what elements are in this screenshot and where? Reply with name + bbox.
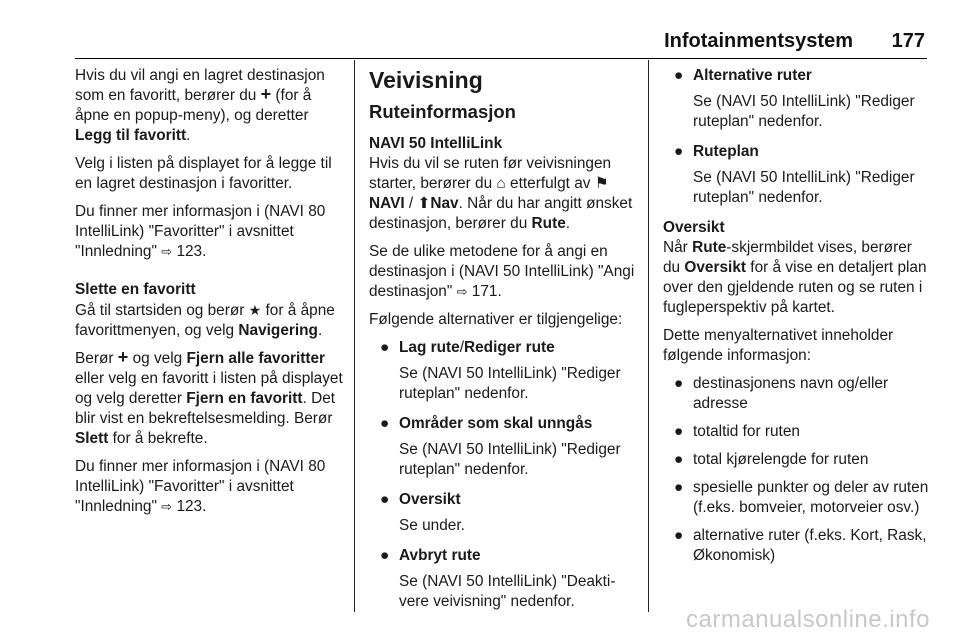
paragraph: Berør + og velg Fjern alle favoritter eller velg en favoritt i listen på displayet og velg deretter Fjern en favoritt. Det blir vist en bekreftelsesmelding. Berør Slett for å bekrefte. (75, 347, 343, 447)
column-divider (354, 60, 355, 612)
bullet-icon: ● (674, 451, 684, 468)
menu-term: Slett (75, 430, 109, 447)
bullet-icon: ● (380, 339, 390, 356)
plus-icon: + (260, 84, 272, 104)
bullet-icon: ● (674, 67, 684, 84)
paragraph: Gå til startsiden og berør ★ for å åpne favorittmenyen, og velg Navigering. (75, 302, 335, 339)
model-label: NAVI 50 IntelliLink (369, 135, 503, 152)
section-heading: Veivisning (369, 67, 483, 93)
menu-term: Navigering (238, 322, 318, 339)
column-middle (369, 66, 637, 622)
page-number: 177 (891, 30, 925, 52)
navigation-arrow-icon: ⬆ (417, 195, 431, 212)
list-item: ● alternative ruter (f.eks. Kort, Rask, Økonomisk) (674, 527, 927, 564)
column-right (663, 66, 931, 574)
list-item: ● Oversikt Se under. (380, 491, 465, 534)
list-item: ● Områder som skal unngås Se (NAVI 50 IntelliLink) "Rediger ruteplan" nedenfor. (380, 415, 621, 478)
bullet-icon: ● (674, 423, 684, 440)
section-title: Infotainmentsystem (664, 30, 853, 52)
watermark: carmanualsonline.info (686, 606, 930, 633)
paragraph: Dette menyalternativet inneholder følgende informasjon: (663, 327, 894, 364)
list-item: ● total kjørelengde for ruten (674, 451, 869, 468)
paragraph: Hvis du vil angi en lagret destinasjon som en favoritt, berører du + (for å åpne en popup-meny), og deretter Legg til favoritt. (75, 67, 325, 144)
list-item: ● Ruteplan Se (NAVI 50 IntelliLink) "Rediger ruteplan" nedenfor. (674, 143, 915, 206)
flag-icon: ⚑ (594, 175, 609, 192)
column-left (75, 66, 345, 525)
star-icon: ★ (248, 302, 262, 318)
list-item: ● totaltid for ruten (674, 423, 800, 440)
list-item: ● destinasjonens navn og/eller adresse (674, 375, 889, 412)
paragraph: Følgende alternativer er tilgjengelige: (369, 311, 623, 328)
paragraph: Hvis du vil se ruten før veivisningen starter, berører du ⌂ etterfulgt av ⚑NAVI / ⬆Nav. Når du har angitt ønsket destinasjon, berører du Rute. (369, 155, 633, 232)
paragraph: Du finner mer informasjon i (NAVI 80 IntelliLink) "Favoritter" i avsnittet "Innledning" ⇨ 123. (75, 203, 326, 260)
list-item: ● spesielle punkter og deler av ruten (f.eks. bomveier, motorveier osv.) (674, 479, 929, 516)
bullet-icon: ● (380, 415, 390, 432)
page-reference-icon: ⇨ (456, 284, 468, 299)
bullet-icon: ● (674, 527, 684, 544)
list-item: ● Lag rute/Rediger rute Se (NAVI 50 IntelliLink) "Rediger ruteplan" nedenfor. (380, 339, 621, 402)
bullet-icon: ● (674, 479, 684, 496)
bullet-icon: ● (380, 547, 390, 564)
subheading: Slette en favoritt (75, 281, 196, 298)
list-item: ● Alternative ruter Se (NAVI 50 IntelliLink) "Rediger ruteplan" nedenfor. (674, 67, 915, 130)
plus-icon: + (117, 347, 129, 367)
menu-term: Fjern alle favoritter (186, 350, 326, 367)
page-reference-icon: ⇨ (161, 499, 173, 514)
menu-term: Legg til favoritt (75, 127, 187, 144)
paragraph: Velg i listen på displayet for å legge til en lagret destinasjon i favoritter. (75, 155, 332, 192)
menu-term: Rute (531, 215, 566, 232)
column-divider (648, 60, 649, 612)
paragraph: Du finner mer informasjon i (NAVI 80 IntelliLink) "Favoritter" i avsnittet "Innledning" ⇨ 123. (75, 458, 326, 515)
subheading: Oversikt (663, 219, 725, 236)
bullet-icon: ● (380, 491, 390, 508)
menu-term: Fjern en favoritt (186, 390, 303, 407)
bullet-icon: ● (674, 375, 684, 392)
paragraph: Se de ulike metodene for å angi en destinasjon i (NAVI 50 IntelliLink) "Angi destinasjon" ⇨ 171. (369, 243, 635, 300)
page-header (75, 24, 927, 59)
home-icon: ⌂ (496, 175, 506, 192)
page-reference-icon: ⇨ (161, 244, 173, 259)
paragraph: Når Rute-skjermbildet vises, berører du Oversikt for å vise en detaljert plan over den gjeldende ruten og se ruten i fugleperspektiv på kartet. (663, 239, 927, 316)
bullet-icon: ● (674, 143, 684, 160)
subsection-heading: Ruteinformasjon (369, 101, 516, 122)
list-item: ● Avbryt rute Se (NAVI 50 IntelliLink) "Deaktivere veivisning" nedenfor. (380, 547, 616, 610)
